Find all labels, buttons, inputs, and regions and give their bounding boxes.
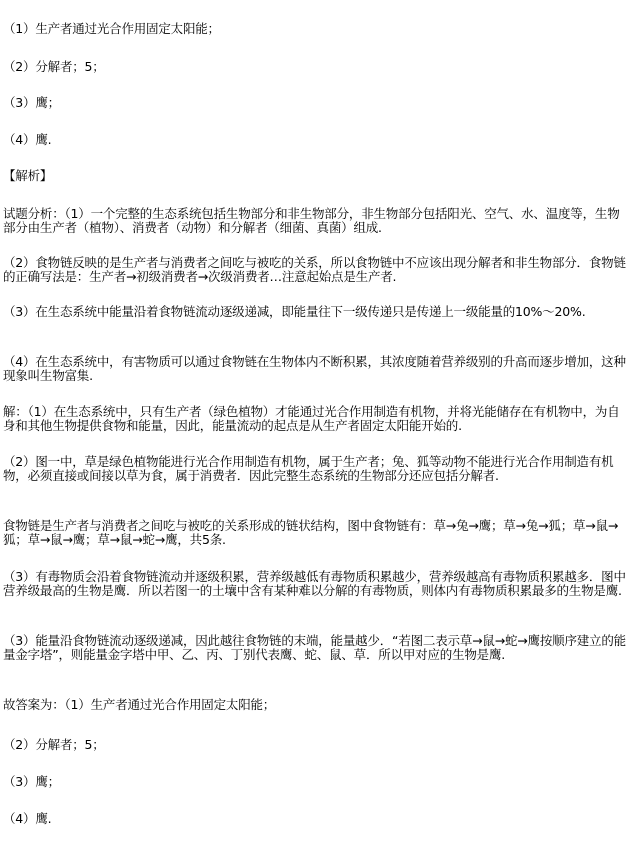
- analysis-paragraph-3: （3）在生态系统中能量沿着食物链流动逐级递减，即能量往下一级传递只是传递上一级能量的10%～20%.: [3, 304, 586, 319]
- solution-paragraph-2: （2）图一中，草是绿色植物能进行光合作用制造有机物，属于生产者；兔、狐等动物不能进行光合作用制造有机物，必须直接或间接以草为食，属于消费者．因此完整生态系统的生物部分还应包括分解者.: [3, 454, 614, 483]
- answer-line-2: （2）分解者；5；: [3, 60, 105, 74]
- analysis-paragraph-1: 试题分析：（1）一个完整的生态系统包括生物部分和非生物部分，非生物部分包括阳光、空气、水、温度等，生物部分由生产者（植物）、消费者（动物）和分解者（细菌、真菌）组成.: [3, 206, 620, 235]
- analysis-paragraph-4: （4）在生态系统中，有害物质可以通过食物链在生物体内不断积累，其浓度随着营养级别的升高而逐步增加，这种现象叫生物富集.: [3, 354, 626, 383]
- analysis-paragraph-2: （2）食物链反映的是生产者与消费者之间吃与被吃的关系，所以食物链中不应该出现分解者和非生物部分．食物链的正确写法是：生产者→初级消费者→次级消费者…注意起始点是生产者.: [3, 255, 626, 284]
- analysis-heading: 【解析】: [3, 169, 53, 183]
- final-answer-line-4: （4）鹰.: [3, 812, 52, 826]
- solution-paragraph-4: （3）有毒物质会沿着食物链流动并逐级积累，营养级越低有毒物质积累越少，营养级越高有毒物质积累越多．图中营养级最高的生物是鹰．所以若图一的土壤中含有某种难以分解的有毒物质，则体内有毒物质积累最多的生物是鹰.: [3, 569, 626, 598]
- solution-paragraph-3: 食物链是生产者与消费者之间吃与被吃的关系形成的链状结构，图中食物链有：草→兔→鹰；草→兔→狐；草→鼠→狐；草→鼠→鹰；草→鼠→蛇→鹰，共5条.: [3, 518, 619, 547]
- answer-line-1: （1）生产者通过光合作用固定太阳能；: [3, 22, 220, 36]
- solution-paragraph-5: （3）能量沿食物链流动逐级递减，因此越往食物链的末端，能量越少．“若图二表示草→鼠→蛇→鹰按顺序建立的能量金字塔”，则能量金字塔中甲、乙、丙、丁别代表鹰、蛇、鼠、草．所以甲对应的生物是鹰.: [3, 633, 626, 662]
- final-answer-intro: 故答案为：（1）生产者通过光合作用固定太阳能；: [3, 698, 276, 712]
- answer-line-4: （4）鹰.: [3, 133, 52, 147]
- final-answer-line-3: （3）鹰；: [3, 775, 60, 789]
- solution-paragraph-1: 解：（1）在生态系统中，只有生产者（绿色植物）才能通过光合作用制造有机物，并将光能储存在有机物中，为自身和其他生物提供食物和能量，因此，能量流动的起点是从生产者固定太阳能开始的.: [3, 404, 620, 433]
- answer-line-3: （3）鹰；: [3, 96, 60, 110]
- final-answer-line-2: （2）分解者；5；: [3, 738, 105, 752]
